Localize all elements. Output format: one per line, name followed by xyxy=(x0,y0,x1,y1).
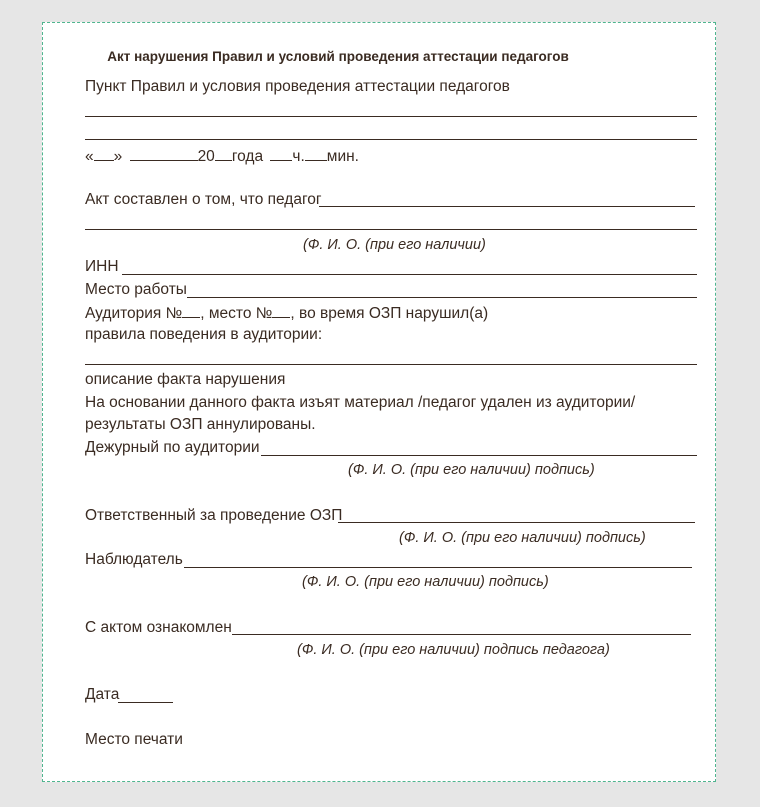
responsible-line xyxy=(338,522,695,523)
duty-label: Дежурный по аудитории xyxy=(85,439,260,456)
workplace-label: Место работы xyxy=(85,281,187,298)
room-line xyxy=(85,303,488,323)
year-prefix: 20 xyxy=(197,148,215,165)
clause-line-2 xyxy=(85,139,697,140)
clause-label: Пункт Правил и условия проведения аттестации педагогов xyxy=(85,78,510,95)
inn-label: ИНН xyxy=(85,258,119,275)
violation-description-label: описание факта нарушения xyxy=(85,371,286,388)
rules-label: правила поведения в аудитории: xyxy=(85,326,323,343)
year-word: года xyxy=(231,148,264,165)
quote-close: » xyxy=(113,148,123,165)
year-blank xyxy=(215,146,232,161)
workplace-line xyxy=(187,297,697,298)
minutes-blank xyxy=(305,146,327,161)
document-title: Акт нарушения Правил и условий проведения аттестации педагогов xyxy=(107,49,569,64)
date-line xyxy=(118,702,173,703)
room-blank xyxy=(182,303,200,318)
act-label: Акт составлен о том, что педагог xyxy=(85,191,322,208)
seal-label: Место печати xyxy=(85,731,183,748)
observer-label: Наблюдатель xyxy=(85,551,183,568)
month-blank xyxy=(130,146,198,161)
violation-label: , во время ОЗП нарушил(а) xyxy=(290,305,489,322)
fio-sign-note-observer: (Ф. И. О. (при его наличии) подпись) xyxy=(302,574,549,590)
fio-sign-note-duty: (Ф. И. О. (при его наличии) подпись) xyxy=(348,462,595,478)
hours-blank xyxy=(270,146,292,161)
room-label: Аудитория № xyxy=(85,305,183,322)
date-time-line xyxy=(85,146,359,166)
hours-word: ч. xyxy=(292,148,305,165)
act-teacher-line-2 xyxy=(85,229,697,230)
observer-line xyxy=(184,567,692,568)
fio-sign-note-responsible: (Ф. И. О. (при его наличии) подпись) xyxy=(399,530,646,546)
rules-line xyxy=(85,364,697,365)
inn-line xyxy=(122,274,697,275)
acquainted-line xyxy=(232,634,691,635)
basis-text-line-2: результаты ОЗП аннулированы. xyxy=(85,416,316,433)
minutes-word: мин. xyxy=(326,148,359,165)
seat-blank xyxy=(272,303,290,318)
acquainted-label: С актом ознакомлен xyxy=(85,619,232,636)
seat-label: , место № xyxy=(200,305,273,322)
act-teacher-line xyxy=(319,206,695,207)
date-label: Дата xyxy=(85,686,120,703)
clause-line-1 xyxy=(85,116,697,117)
day-blank xyxy=(94,146,114,161)
quote-open: « xyxy=(85,148,94,165)
duty-line xyxy=(261,455,697,456)
responsible-label: Ответственный за проведение ОЗП xyxy=(85,507,343,524)
fio-teacher-sign-note: (Ф. И. О. (при его наличии) подпись педагога) xyxy=(297,642,610,658)
basis-text-line-1: На основании данного факта изъят материал /педагог удален из аудитории/ xyxy=(85,394,636,411)
fio-note-teacher: (Ф. И. О. (при его наличии) xyxy=(303,237,486,253)
